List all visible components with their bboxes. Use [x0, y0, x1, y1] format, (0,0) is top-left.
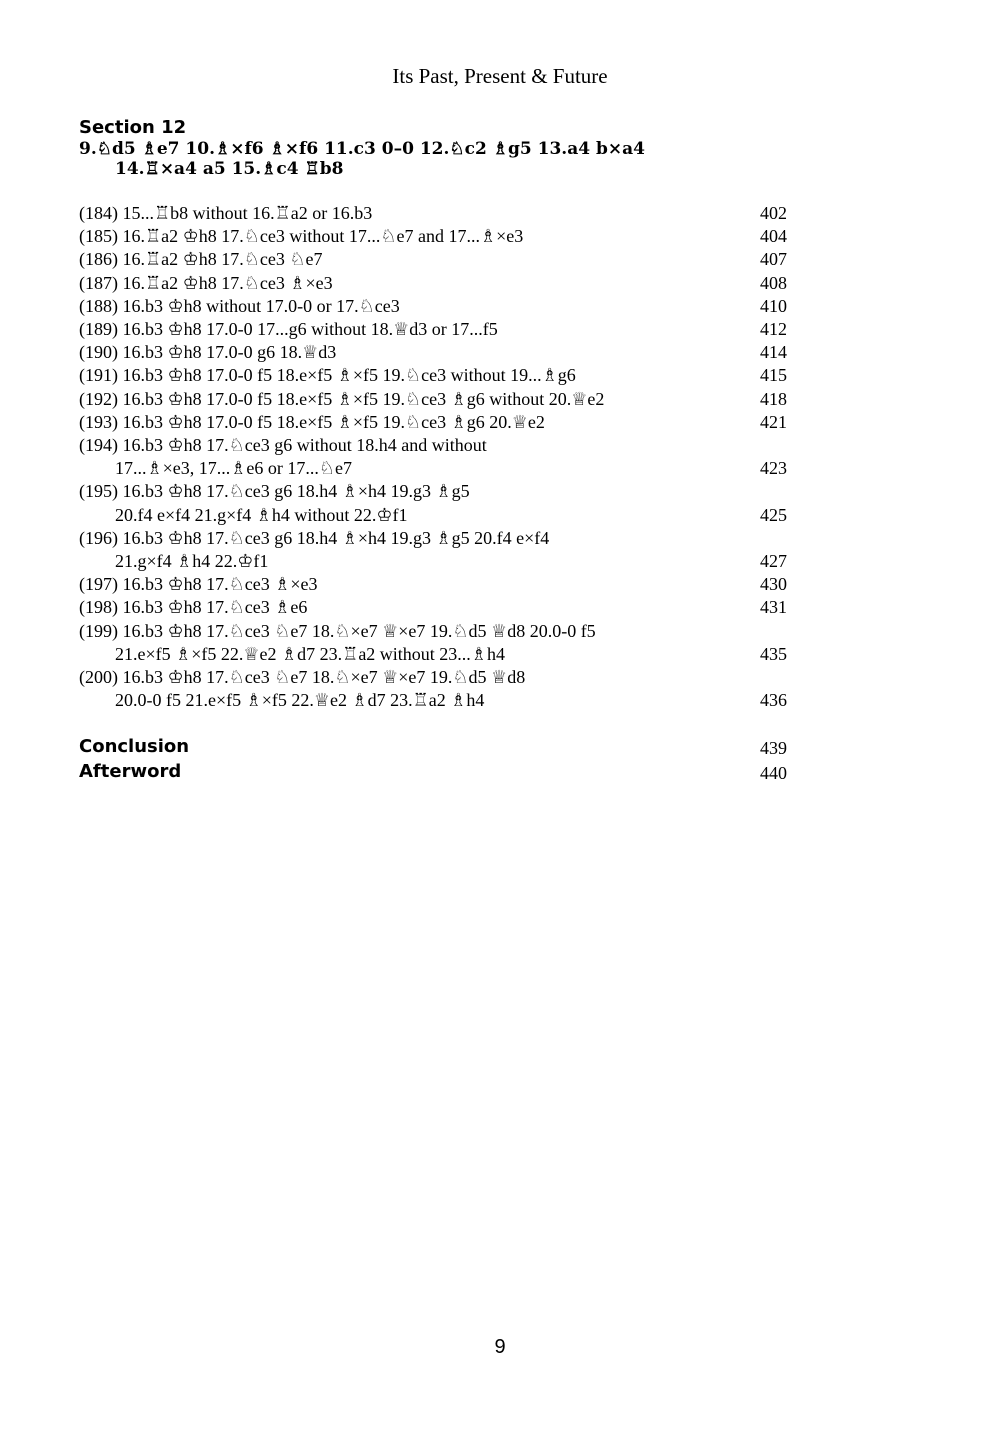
toc-entry — [79, 202, 789, 225]
toc-entry-text: (187) 16.♖a2 ♔h8 17.♘ce3 ♗×e3 — [79, 272, 333, 293]
toc-entry-text: (185) 16.♖a2 ♔h8 17.♘ce3 without 17...♘e7 and 17...♗×e3 — [79, 226, 524, 247]
toc-entry-text: (199) 16.b3 ♔h8 17.♘ce3 ♘e7 18.♘×e7 ♕×e7 19.♘d5 ♕d8 20.0-0 f5 — [79, 620, 596, 641]
toc-page-number: 436 — [760, 690, 787, 711]
toc-entry-text: 20.f4 e×f4 21.g×f4 ♗h4 without 22.♔f1 — [115, 504, 408, 525]
toc-entry-text: (189) 16.b3 ♔h8 17.0-0 17...g6 without 18.♕d3 or 17...f5 — [79, 319, 498, 340]
toc-entry — [79, 341, 789, 364]
toc-page-number: 404 — [760, 226, 787, 247]
section-moves-line-1: 9.♘d5 ♗e7 10.♗×f6 ♗×f6 11.c3 0–0 12.♘c2 ♗g5 13.a4 b×a4 — [79, 139, 645, 159]
toc-entry — [79, 596, 789, 619]
toc-entry — [79, 573, 789, 596]
toc-entry-text: (192) 16.b3 ♔h8 17.0-0 f5 18.e×f5 ♗×f5 19.♘ce3 ♗g6 without 20.♕e2 — [79, 388, 605, 409]
toc-entry-text: (200) 16.b3 ♔h8 17.♘ce3 ♘e7 18.♘×e7 ♕×e7 19.♘d5 ♕d8 — [79, 667, 526, 688]
toc-entry-text: (184) 15...♖b8 without 16.♖a2 or 16.b3 — [79, 203, 373, 223]
end-sections — [79, 735, 789, 785]
toc-entry — [79, 272, 789, 295]
page-number: 9 — [494, 1336, 506, 1358]
toc-page-number: 435 — [760, 643, 787, 664]
toc-entry — [79, 411, 789, 434]
toc-entry — [79, 388, 789, 411]
toc-page-number: 402 — [760, 203, 787, 223]
toc-entry-text: (191) 16.b3 ♔h8 17.0-0 f5 18.e×f5 ♗×f5 19.♘ce3 without 19...♗g6 — [79, 365, 576, 386]
toc-page-number: 412 — [760, 319, 787, 340]
toc-entry-text: (194) 16.b3 ♔h8 17.♘ce3 g6 without 18.h4 and without — [79, 435, 487, 456]
end-section-page-number: 440 — [760, 763, 787, 783]
end-section-entry — [79, 735, 789, 760]
toc-entry — [79, 295, 789, 318]
toc-entry — [79, 666, 789, 712]
end-section-label: Afterword — [79, 761, 182, 782]
section-heading-block — [79, 117, 779, 179]
toc-entry-text: (197) 16.b3 ♔h8 17.♘ce3 ♗×e3 — [79, 574, 318, 595]
toc-page-number: 410 — [760, 295, 787, 316]
toc-entry — [79, 620, 789, 666]
toc-entry-text: (196) 16.b3 ♔h8 17.♘ce3 g6 18.h4 ♗×h4 19.g3 ♗g5 20.f4 e×f4 — [79, 527, 550, 548]
running-header: Its Past, Present & Future — [392, 64, 608, 88]
toc-entry-text: 17...♗×e3, 17...♗e6 or 17...♘e7 — [115, 458, 353, 479]
toc-entry — [79, 434, 789, 480]
toc-page-number: 430 — [760, 574, 787, 595]
toc-entry — [79, 480, 789, 526]
toc-page-number: 427 — [760, 551, 787, 572]
section-moves-line-2: 14.♖×a4 a5 15.♗c4 ♖b8 — [115, 159, 344, 179]
section-moves — [79, 139, 779, 179]
toc-page-number: 418 — [760, 388, 787, 409]
toc-page-number: 408 — [760, 272, 787, 293]
toc-page-number: 421 — [760, 411, 787, 432]
toc-entry-text: (193) 16.b3 ♔h8 17.0-0 f5 18.e×f5 ♗×f5 19.♘ce3 ♗g6 20.♕e2 — [79, 411, 545, 432]
end-section-entry — [79, 760, 789, 785]
toc-entry-text: 21.e×f5 ♗×f5 22.♕e2 ♗d7 23.♖a2 without 23...♗h4 — [115, 643, 505, 664]
toc-entry-text: 20.0-0 f5 21.e×f5 ♗×f5 22.♕e2 ♗d7 23.♖a2 ♗h4 — [115, 690, 485, 711]
toc-entry-text: (188) 16.b3 ♔h8 without 17.0-0 or 17.♘ce3 — [79, 295, 400, 316]
toc-page-number: 425 — [760, 504, 787, 525]
toc-entry-text: (195) 16.b3 ♔h8 17.♘ce3 g6 18.h4 ♗×h4 19.g3 ♗g5 — [79, 481, 470, 502]
toc-entry-text: 21.g×f4 ♗h4 22.♔f1 — [115, 551, 269, 572]
toc-entry — [79, 364, 789, 387]
toc-page-number: 414 — [760, 342, 787, 363]
end-section-page-number: 439 — [760, 738, 787, 758]
toc-entry-text: (198) 16.b3 ♔h8 17.♘ce3 ♗e6 — [79, 597, 308, 618]
toc-entry — [79, 318, 789, 341]
end-section-label: Conclusion — [79, 736, 190, 757]
toc-entry — [79, 248, 789, 271]
toc-page-number: 431 — [760, 597, 787, 618]
toc-entry-text: (186) 16.♖a2 ♔h8 17.♘ce3 ♘e7 — [79, 249, 323, 270]
toc-entry-text: (190) 16.b3 ♔h8 17.0-0 g6 18.♕d3 — [79, 342, 337, 363]
toc-entry — [79, 527, 789, 573]
toc-page-number: 423 — [760, 458, 787, 479]
table-of-contents — [79, 202, 789, 712]
toc-page-number: 415 — [760, 365, 787, 386]
toc-entry — [79, 225, 789, 248]
section-title: Section 12 — [79, 117, 187, 138]
toc-page-number: 407 — [760, 249, 787, 270]
